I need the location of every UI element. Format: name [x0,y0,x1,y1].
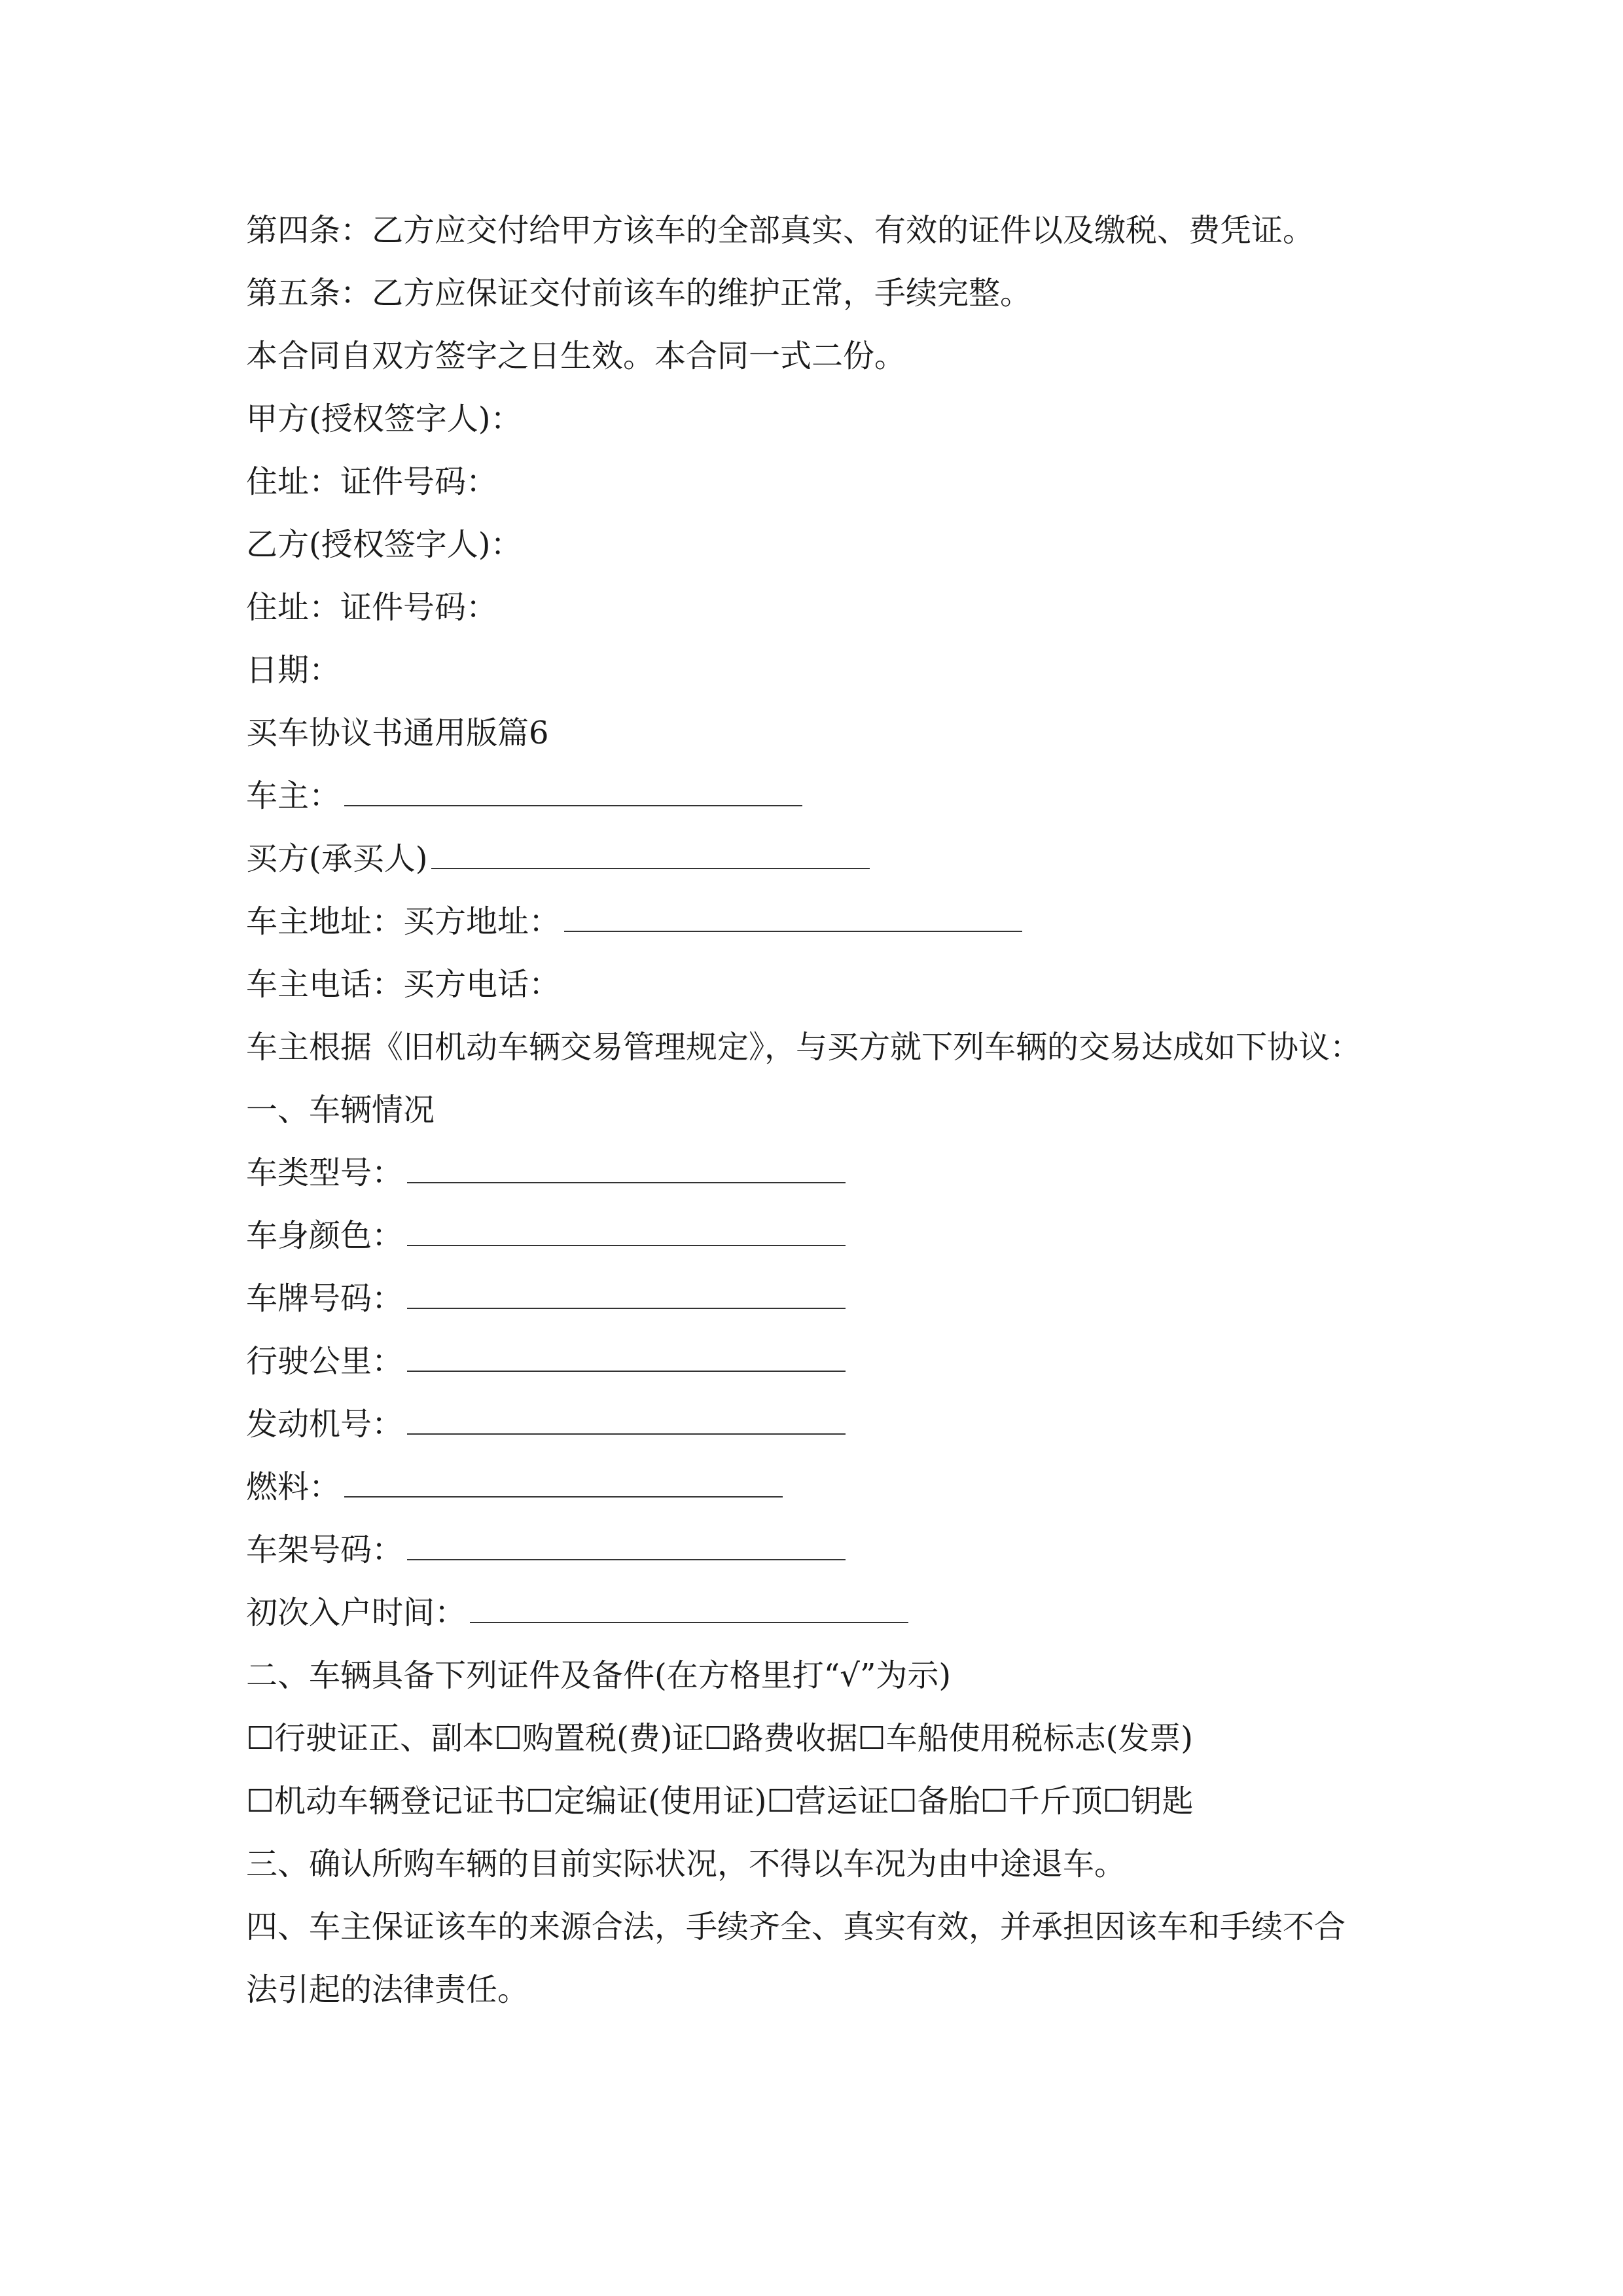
frame-number-blank [407,1533,846,1560]
clause-4 [246,211,1314,250]
clause-four-continued [246,1970,529,2009]
mileage-blank [407,1344,846,1372]
engine-number-line [246,1405,846,1444]
documents-heading [246,1656,951,1695]
party-b-address-label: 住址：证件号码： [246,589,498,626]
clause-three-text: 三、确认所购车辆的目前实际状况，不得以车况为由中途退车。 [246,1846,1126,1882]
owner-line [246,776,802,816]
fuel-blank [344,1470,783,1498]
date-line [246,651,340,690]
vehicle-model-blank [407,1156,846,1183]
clause-four-continued-text: 法引起的法律责任。 [246,1971,529,2008]
address-line [246,902,1022,941]
party-a-address [246,462,497,501]
body-color-blank [407,1219,846,1246]
frame-number-line [246,1530,846,1570]
plate-number-blank [407,1282,846,1309]
clause-four [246,1907,1346,1946]
first-registration-line [246,1593,908,1632]
buyer-line [246,839,870,878]
party-a-signatory-label: 甲方(授权签字人)： [246,401,522,437]
clause-four-text: 四、车主保证该车的来源合法，手续齐全、真实有效，并承担因该车和手续不合 [246,1909,1346,1945]
section-heading [246,713,549,753]
buyer-blank [431,842,870,869]
owner-blank [344,779,802,806]
clause-5 [246,274,1031,313]
documents-checklist-2-text: ☐机动车辆登记证书☐定编证(使用证)☐营运证☐备胎☐千斤顶☐钥匙 [246,1783,1194,1820]
plate-number-line [246,1279,846,1318]
body-color-label: 车身颜色： [246,1217,404,1254]
first-registration-blank [470,1596,908,1623]
clause-4-text: 第四条：乙方应交付给甲方该车的全部真实、有效的证件以及缴税、费凭证。 [246,212,1315,249]
phone-label: 车主电话：买方电话： [246,966,561,1003]
phone-line [246,965,560,1004]
body-color-line [246,1216,846,1255]
fuel-label: 燃料： [246,1469,341,1505]
owner-label: 车主： [246,778,341,814]
party-a-address-label: 住址：证件号码： [246,463,498,500]
documents-checklist-1-text: ☐行驶证正、副本☐购置税(费)证☐路费收据☐车船使用税标志(发票) [246,1720,1194,1757]
clause-5-text: 第五条：乙方应保证交付前该车的维护正常，手续完整。 [246,275,1032,312]
engine-number-blank [407,1407,846,1435]
agreement-intro-text: 车主根据《旧机动车辆交易管理规定》，与买方就下列车辆的交易达成如下协议： [246,1029,1362,1066]
section-heading-text: 买车协议书通用版篇6 [246,715,549,751]
vehicle-section-heading-text: 一、车辆情况 [246,1092,435,1128]
mileage-line [246,1342,846,1381]
documents-heading-text: 二、车辆具备下列证件及备件(在方格里打“√”为示) [246,1657,952,1694]
vehicle-model-label: 车类型号： [246,1155,404,1191]
documents-checklist-1 [246,1719,1193,1758]
effective-clause [246,336,906,376]
frame-number-label: 车架号码： [246,1532,404,1568]
effective-clause-text: 本合同自双方签字之日生效。本合同一式二份。 [246,338,906,374]
clause-three [246,1844,1126,1884]
date-label: 日期： [246,652,341,689]
vehicle-model-line [246,1153,846,1193]
first-registration-label: 初次入户时间： [246,1594,467,1631]
agreement-intro [246,1028,1361,1067]
address-blank [564,905,1022,932]
party-b-signatory [246,525,522,564]
vehicle-section-heading [246,1090,435,1130]
plate-number-label: 车牌号码： [246,1280,404,1317]
address-label: 车主地址：买方地址： [246,903,561,940]
party-b-signatory-label: 乙方(授权签字人)： [246,526,522,563]
mileage-label: 行驶公里： [246,1343,404,1380]
documents-checklist-2 [246,1782,1194,1821]
fuel-line [246,1467,783,1507]
party-b-address [246,588,497,627]
engine-number-label: 发动机号： [246,1406,404,1443]
buyer-label: 买方(承买人) [246,840,428,877]
party-a-signatory [246,399,522,439]
